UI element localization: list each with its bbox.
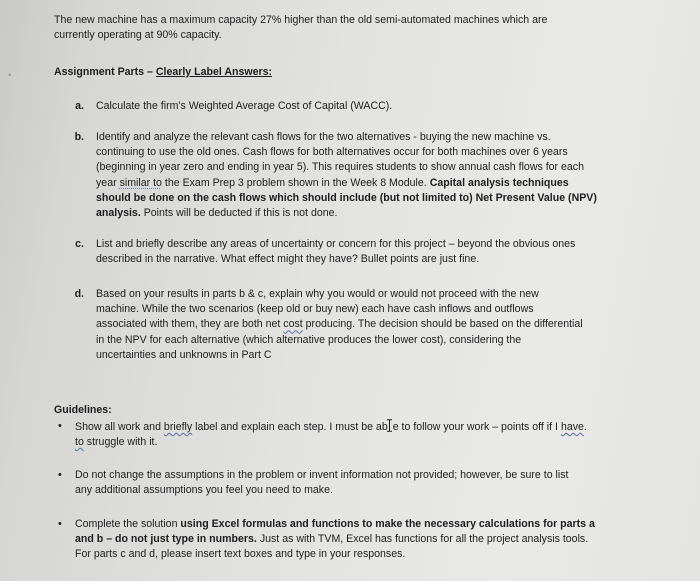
part-d-line-3 <box>96 317 656 332</box>
part-d-line-3-post: producing. The decision should be based on the differential <box>302 318 583 331</box>
intro-line-1: The new machine has a maximum capacity 27% higher than the old semi-automated machines which are <box>54 14 548 26</box>
guideline-1-line-2-marked: to <box>75 436 84 449</box>
guideline-1-line-2 <box>75 435 645 450</box>
part-d-marker: d. <box>74 288 84 300</box>
part-d-line-5: uncertainties and unknowns in Part C <box>96 348 272 361</box>
guideline-1-bullet: • <box>58 420 62 432</box>
text-cursor-icon <box>386 419 393 432</box>
intro-paragraph <box>54 13 674 43</box>
guideline-1-line-2-post: struggle with it. <box>83 436 158 449</box>
guideline-1-mid: label and explain each step. I must be ab <box>192 421 388 433</box>
part-b-marked-text: similar to <box>119 176 162 189</box>
part-d-line-3-pre: associated with them, they are both net <box>96 318 284 331</box>
part-a-text: Calculate the firm's Weighted Average Cost of Capital (WACC). <box>96 100 393 112</box>
part-c-line-1: List and briefly describe any areas of uncertainty or concern for this project – beyond the obvious ones <box>96 238 576 250</box>
guideline-1-body <box>75 419 645 450</box>
part-b-marker: b. <box>74 131 84 143</box>
guideline-1-pre: Show all work and <box>75 421 164 433</box>
guideline-3-line-1-pre: Complete the solution <box>75 518 181 530</box>
guidelines-heading: Guidelines: <box>54 404 112 416</box>
part-b-line-4 <box>96 176 656 191</box>
part-c-body <box>96 237 656 267</box>
part-b-line-4-post: the Exam Prep 3 problem shown in the Week 8 Module. <box>161 176 430 189</box>
guideline-1-line-1 <box>75 419 645 435</box>
guideline-2-bullet: • <box>58 469 62 481</box>
guideline-2-body <box>75 468 645 498</box>
guideline-1-tail: e to follow your work – points off if I <box>392 421 561 433</box>
assignment-heading <box>54 65 272 80</box>
part-b-line-5: should be done on the cash flows which should include (but not limited to) Net Present Value (NPV) <box>96 191 597 204</box>
guideline-3-line-1 <box>75 517 645 532</box>
guideline-3-line-2 <box>75 532 645 547</box>
page-mark: • <box>8 70 12 80</box>
part-d-line-1: Based on your results in parts b & c, explain why you would or would not proceed with the new <box>96 288 539 300</box>
assignment-heading-prefix: Assignment Parts – <box>54 66 156 78</box>
part-d-line-2: machine. While the two scenarios (keep old or buy new) each have cash inflows and outflows <box>96 303 534 316</box>
guideline-3-bullet: • <box>58 518 62 530</box>
part-b-line-6 <box>96 206 656 221</box>
part-b-line-3: (beginning in year zero and ending in year 5). This requires students to show annual cash flows for each <box>96 161 584 174</box>
part-c-line-2: described in the narrative. What effect might they have? Bullet points are just fine. <box>96 253 480 266</box>
guideline-3-line-2-bold: and b – do not just type in numbers. <box>75 533 257 546</box>
part-d-line-4: in the NPV for each alternative (which alternative produces the lower cost), considering the <box>96 333 522 346</box>
part-b-line-6-bold: analysis. <box>96 207 141 220</box>
part-b-line-1: Identify and analyze the relevant cash flows for the two alternatives - buying the new machine vs. <box>96 131 551 143</box>
part-b-line-4-bold: Capital analysis techniques <box>429 176 569 189</box>
guideline-1-marked: briefly <box>163 421 193 433</box>
part-c-marker: c. <box>75 238 84 250</box>
guideline-2-line-1: Do not change the assumptions in the problem or invent information not provided; however, be sure to list <box>75 469 569 481</box>
guideline-3-line-1-bold: using Excel formulas and functions to make the necessary calculations for parts a <box>180 518 595 530</box>
guideline-1-marked-2: have <box>560 421 584 433</box>
part-b-line-4-pre: year <box>96 176 120 189</box>
part-b-line-6-post: Points will be deducted if this is not done. <box>140 207 338 220</box>
part-b-line-2: continuing to use the old ones. Cash flows for both alternatives occur for both machines over 6 years <box>96 146 568 159</box>
guideline-3-line-3: For parts c and d, please insert text boxes and type in your responses. <box>75 548 406 561</box>
guideline-3-body <box>75 517 645 563</box>
part-b-body <box>96 130 656 221</box>
part-d-marked-text: cost <box>283 318 303 331</box>
intro-line-2: currently operating at 90% capacity. <box>54 29 222 42</box>
guideline-1-end: . <box>583 421 587 433</box>
guideline-2-line-2: any additional assumptions you feel you need to make. <box>75 484 333 497</box>
part-d-body <box>96 287 656 363</box>
assignment-heading-underlined: Clearly Label Answers: <box>155 66 273 78</box>
guideline-3-line-2-post: Just as with TVM, Excel has functions for all the project analysis tools. <box>256 533 589 546</box>
part-a-marker: a. <box>75 100 84 112</box>
